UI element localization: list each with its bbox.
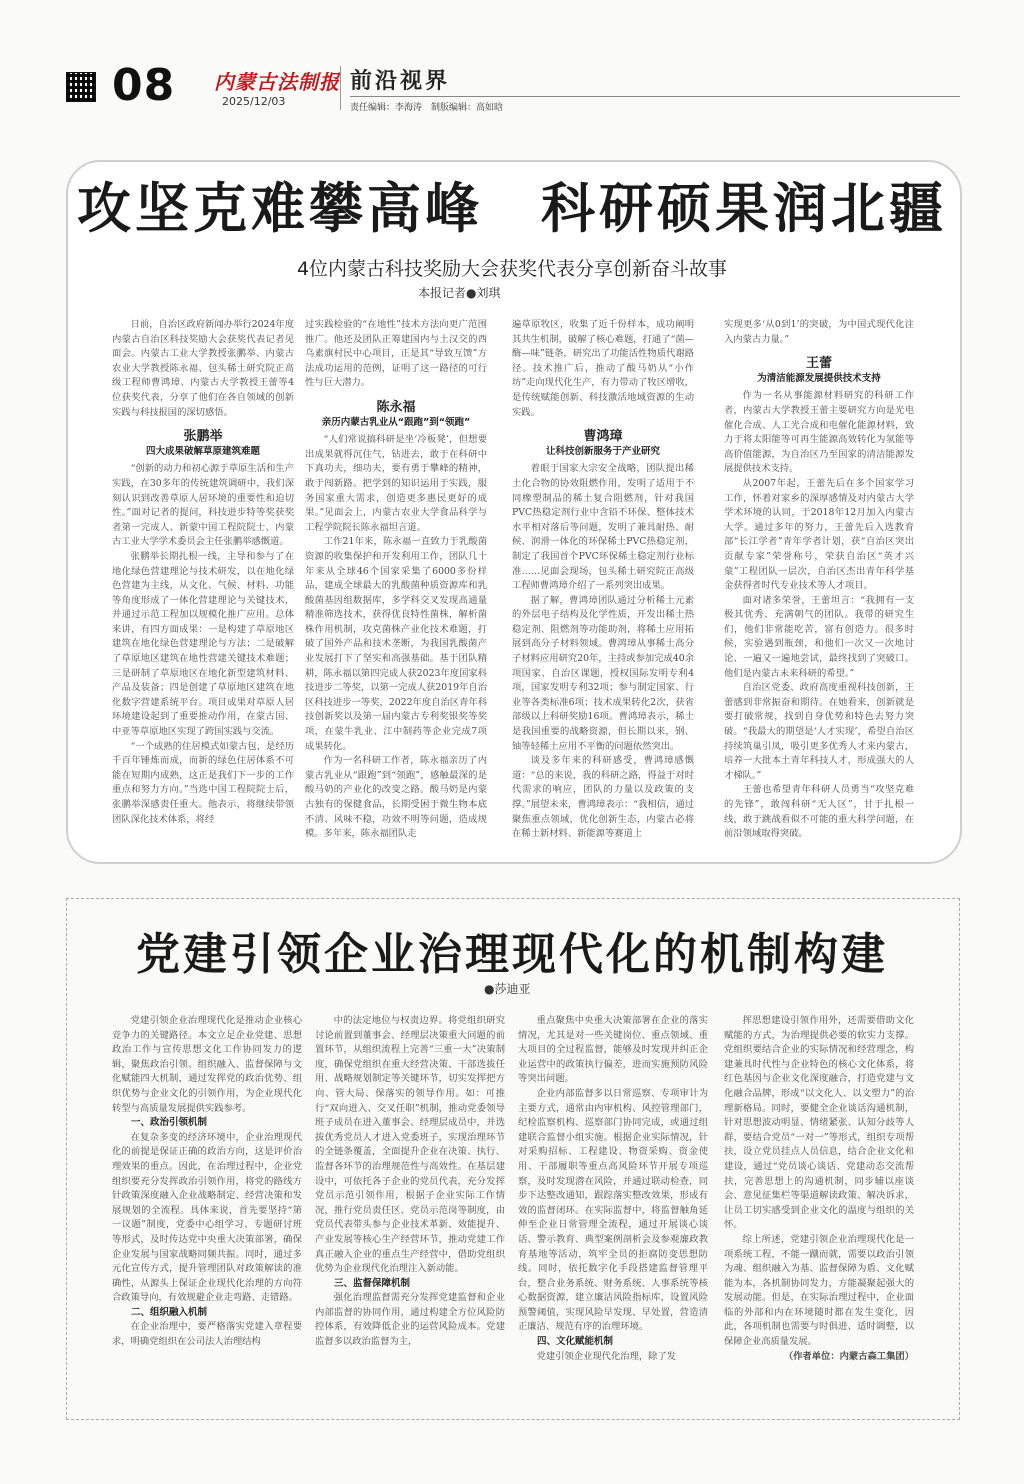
article-column-4 xyxy=(724,318,914,854)
profile-tagline: 亲历内蒙古乳业从“跟跑”到“领跑” xyxy=(321,416,471,428)
profile-tagline: 四大成果破解草原建筑难题 xyxy=(145,445,260,457)
profile-name: 张鹏举 xyxy=(183,429,223,445)
body-paragraph: 企业内部监督多以日常巡察、专项审计为主要方式，通常由内审机构、风控管理部门，纪检监察机构、巡察部门协同完成，或通过组建联合监督小组实施。根据企业实际情况，针对采购招标、工程建设、物资采购、资金使用、干部履职等重点高风险环节开展专项巡察，及时发现潜在风险，并通过联动检查，同步下达整改通知，跟踪落实整改效果，形成有效的监督闭环。在实际监督中，将监督触角延伸至企业日常管理全流程，通过开展谈心谈话、警示教育、典型案例剖析会及参观廉政教育基地等活动，筑牢全员的拒腐防变思想防线。同时，依托数字化手段搭建监督管理平台，整合业务系统、财务系统、人事系统等核心数据资源，建立廉洁风险指标库，设置风险预警阈值，实现风险早发现、早处置，营造清正廉洁、规范有序的治理环境。 xyxy=(518,1087,708,1333)
body-paragraph: “一个成熟的住居模式如蒙古包，是经历千百年锤炼而成，而新的绿色住居体系不可能在短期内成熟，这正是我们下一步的工作重点和努力方向。”当选中国工程院院士后，张鹏举深感责任重大。他表示，将继续带领团队深化技术体系，将经 xyxy=(112,740,294,825)
article-headline[interactable]: 攻坚克难攀高峰 科研硕果润北疆 xyxy=(77,176,947,240)
article-subheadline: 4位内蒙古科技奖励大会获奖代表分享创新奋斗故事 xyxy=(296,258,728,280)
section-heading: 三、监督保障机制 xyxy=(334,1277,411,1289)
body-paragraph: 强化治理监督需充分发挥党建监督和企业内部监督的协同作用，通过构建全方位风险防控体系，有效降低企业的运营风险成本。党建监督多以政治监督为主， xyxy=(315,1292,505,1348)
issue-date: 2025/12/03 xyxy=(222,95,286,108)
masthead-divider xyxy=(340,66,341,110)
profile-name: 曹鸿璋 xyxy=(583,429,623,445)
section-heading: 一、政治引领机制 xyxy=(131,1117,208,1129)
article-headline[interactable]: 党建引领企业治理现代化的机制构建 xyxy=(136,929,888,980)
body-paragraph: 王蕾也希望青年科研人员勇当“攻坚克难的先锋”，敢闯科研“无人区”，甘于扎根一线，敢于跳战看似不可能的重大科学问题，在前沿领域取得突破。 xyxy=(724,784,914,840)
body-paragraph: 张鹏举长期扎根一线，主导和参与了在地化绿色营建理论与技术研发，以在地化绿色营建为主线，从文化、气候、材料、功能等角度形成了一体化营建理论与关键技术，并通过示范工程加以规模化推广应用。总体来讲，有四方面成果：一是构建了草原地区建筑在地化绿色营建理论与方法；二是破解了草原地区建筑在地性营建关键技术难题；三是研制了草原地区在地化新型建筑材料、产品及装备；四是创建了草原地区建筑在地化数字营建系统平台。项目成果对草原人居环境建设起到了重要推动作用，在蒙古国、中亚等草原地区实现了跨国实践与交流。 xyxy=(112,550,294,738)
profile-name: 陈永福 xyxy=(376,399,416,415)
body-paragraph: 在企业治理中，要严格落实党建入章程要求，明确党组织在公司法人治理结构 xyxy=(112,1321,302,1348)
body-paragraph: 着眼于国家大宗安全战略，团队提出稀土化合物的协效阻燃作用，发明了适用于不同橡塑制品的稀土复合阻燃剂，针对我国PVC热稳定剂行业中含铅不环保、整体技术水平相对落后等问题，发明了兼具耐热、耐候、润滑一体化的环保稀土PVC热稳定剂，制定了我国首个PVC环保稀土稳定剂行业标准……见面会现场，包头稀土研究院正高级工程师曹鸿璋介绍了一系列突出成果。 xyxy=(512,463,694,592)
masthead-rule xyxy=(350,96,960,97)
body-paragraph: 重点聚焦中央重大决策部署在企业的落实情况，尤其是对一些关键岗位、重点领域、重大项目的全过程监督，能够及时发现并纠正企业运营中的政策执行偏差，进而实施预防风险等突出问题。 xyxy=(518,1015,708,1085)
section-heading: 二、组织融入机制 xyxy=(131,1306,208,1318)
intro-paragraph: 日前，自治区政府新闻办举行2024年度内蒙古自治区科技奖励大会获奖代表记者见面会。内蒙古工业大学教授张鹏举、内蒙古农业大学教授陈永福、包头稀土研究院正高级工程师曹鸿璋、内蒙古大学教授王蕾等4位获奖代表，分享了他们在各自领域的创新实践与科技报国的深切感悟。 xyxy=(112,319,294,418)
body-paragraph: 中的法定地位与权责边界。将党组织研究讨论前置到董事会、经理层决策重大问题的前置环节，从组织流程上完善“三重一大”决策制度，确保党组织在重大经营决策、干部选拔任用、战略规划制定等关键环节，切实发挥把方向、管大局、保落实的领导作用。如：可推行“双向进入、交叉任职”机制，推动党委领导班子成员在进入董事会、经理层成员中，并选拔优秀党员人才进入党委班子，实现治理环节的全链条覆盖，全面提升企业在决策、执行、监督各环节的治理规范性与高效性。在基层建设中，可依托各子企业的党员代表，充分发挥党员示范引领作用，根据子企业实际工作情况，推行党员责任区、党员示范岗等制度，由党员代表带头参与企业技术革新、效能提升、产业发展等核心生产经营环节，推动党建工作真正融入企业的重点生产经营中，借助党组织优势为企业现代化治理注入新动能。 xyxy=(315,1015,505,1275)
body-paragraph: 工作21年来，陈永福一直致力于乳酸菌资源的收集保护和开发利用工作，团队几十年来从全球46个国家采集了6000多份样品，建成全球最大的乳酸菌种质资源库和乳酸菌基因组数据库，多学科交叉发现高通量精准筛选技术，获得优良特性菌株，解析菌株作用机制，攻克菌株产业化技术难题，打破了国外产品和技术垄断，为我国乳酸菌产业发展打下了坚实和高强基础。基于团队精耕，陈永福以第四完成人获2023年度国家科技进步二等奖，以第一完成人获2019年自治区科技进步一等奖，2022年度自治区青年科技创新奖以及第一届内蒙古专利奖银奖等奖项，在蒙牛乳业、江中制药等企业完成7项成果转化。 xyxy=(305,536,487,752)
body-paragraph: 谈及多年来的科研感受，曹鸿璋感慨道：“总的来说，我的科研之路，得益于对时代需求的响应，团队的力量以及政策的支撑。”展望未来，曹鸿璋表示：“我相信，通过聚焦重点领域，优化创新生态，内蒙古必将在稀土新材料、新能源等赛道上 xyxy=(512,755,694,840)
author-affiliation: （作者单位：内蒙古森工集团） xyxy=(783,1350,914,1362)
article2-column-2 xyxy=(315,1014,505,1406)
body-paragraph: 实现更多‘从0到1’的突破，为中国式现代化注入内蒙古力量。” xyxy=(724,319,914,345)
article-byline: ●莎迪亚 xyxy=(484,982,531,996)
body-paragraph: 自治区党委、政府高度重视科技创新，王蕾感到非常振奋和期待。在她看来，创新就是要打破常规，找到自身优势和特色去努力突破。“我最大的期望是‘人才实现’，希望自治区持续筑巢引凤，吸引更多优秀人才来内蒙古，培养一大批本土青年科技人才，形成强大的人才梯队。” xyxy=(724,682,914,781)
body-paragraph: 挥思想建设引领作用外，还需要借助文化赋能的方式，为治理提供必要的软实力支撑。党组织要结合企业的实际情况和经营理念，构建兼具时代性与企业特色的核心文化体系，将红色基因与企业文化深度融合，打造党建与文化融合品牌，形成“以文化人、以文塑力”的治理新格局。同时，要健全企业谈话沟通机制，针对思想波动明显、情绪紧张、认知分歧等人群，要结合党员“一对一”等形式，组织专项帮扶，设立党员挂点人员信息，结合企业文化和建设，通过“党员谈心谈话、党建动态交流帮扶，完善思想上的沟通机制，同步辅以座谈会、意见征集栏等渠道解读政策、解决诉求，让员工切实感受到企业文化的温度与组织的关怀。 xyxy=(724,1015,914,1231)
body-paragraph: 在复杂多变的经济环境中，企业治理现代化的前提是保证正确的政治方向，这是评价治理效果的重点。因此，在治理过程中，企业党组织要充分发挥政治引领作用，将党的路线方针政策深度融入企业战略制定、经营决策和发展规划的全流程。具体来说，首先要坚持“第一议题”制度，党委中心组学习、专题研讨班等形式，及时传达党中央重大决策部署，确保企业发展与国家战略同频共振。同时，通过多元化宣传方式，提升管理团队对政策解读的准确性，从源头上保证企业现代化治理的方向符合政策导向，有效规避企业走弯路、走错路。 xyxy=(112,1131,302,1304)
body-paragraph: “人们常说搞科研是坐‘冷板凳’，但想要出成果就得沉住气，钻进去，敢于在科研中下真功夫，细功夫，要有勇于攀峰的精神，敢于闯新路。把学到的知识运用于实践，服务国家重大需求，创造更多惠民更好的成果。”见面会上，内蒙古农业大学食品科学与工程学院院长陈永福坦言道。 xyxy=(305,434,487,533)
body-paragraph: 据了解，曹鸿璋团队通过分析稀土元素的外层电子结构及化学性质，开发出稀土热稳定剂、阻燃剂等功能助剂，将稀土应用拓展到高分子材料领域。曹鸿璋从事稀土高分子材料应用研究20年，主持或参加完成40余项国家、自治区课题，授权国际发明专利4项，国家发明专利32项；参与制定国家、行业等各类标准6项；技术成果转化2次，获省部级以上科研奖励16项。曹鸿璋表示，稀土是我国重要的战略资源，但长期以来，钢、铀等轻稀土应用不平衡的问题依然突出。 xyxy=(512,594,694,752)
article-column-1 xyxy=(112,318,294,854)
qr-code[interactable] xyxy=(66,72,96,102)
section-title: 前沿视界 xyxy=(350,68,451,94)
article-byline: 本报记者●刘琪 xyxy=(418,286,501,300)
body-paragraph: 过实践检验的“在地性”技术方法向更广范围推广。他还及团队正筹建国内与土汉交的西乌素旗村民中心项目，正是其“导致互馈”方法成功运用的范例，证明了这一路径的可行性与巨大潜力。 xyxy=(305,319,487,389)
article2-column-3 xyxy=(518,1014,708,1406)
body-paragraph: 面对诸多荣誉，王蕾坦言：“我拥有一支极其优秀、充满朝气的团队。我带的研究生们，他们非常能吃苦，富有创造力。很多时候，实验遇到瓶颈，和他们一次又一次地讨论、一遍又一遍地尝试，最终找到了突破口。他们是内蒙古未来科研的希望。” xyxy=(724,594,914,679)
body-paragraph: 遍草原牧区，收集了近千份样本，成功阐明其共生机制，破解了核心难题，打通了“菌—酶—味”链条，研究出了功能活性物质代谢路径。技术推广后，推动了酸马奶从“小作坊”走向现代化生产，有力带动了牧区增收，是传统赋能创新、科技激活地域资源的生动实践。 xyxy=(512,319,694,418)
body-paragraph: 作为一名从事能源材料研究的科研工作者，内蒙古大学教授王蕾主要研究方向是光电催化合成、人工光合成和电催化能源材料，致力于将太阳能等可再生能源高效转化为氢能等高价值能源，为自治区乃至国家的清洁能源发展提供技术支持。 xyxy=(724,390,914,475)
newspaper-logo: 内蒙古法制报 xyxy=(214,70,340,94)
article2-column-1 xyxy=(112,1014,302,1406)
body-paragraph: 作为一名科研工作者，陈永福亲历了内蒙古乳业从“跟跑”到“领跑”，感触最深的是酸马奶的产业化的改变之路。酸马奶是内蒙古独有的保健食品，长期受困于微生物本底不清、风味不稳，功效不明等问题，造成规模。多年来，陈永福团队走 xyxy=(305,755,487,840)
body-paragraph: 党建引领企业治理现代化是推动企业核心竞争力的关键路径。本文立足企业党建、思想政治工作与宣传思想文化工作协同发力的逻辑，聚焦政治引领、组织融入、监督保障与文化赋能四大机制，通过发挥党的政治优势、组织优势与企业文化的引领作用，为企业现代化转型与高质量发展提供实践参考。 xyxy=(112,1015,302,1114)
profile-tagline: 让科技创新服务于产业研究 xyxy=(545,445,660,457)
editor-credits: 责任编辑：李海涛 制版编辑：高如晗 xyxy=(350,103,504,113)
article-column-3 xyxy=(512,318,694,854)
body-paragraph: 综上所述，党建引领企业治理现代化是一项系统工程，不能一蹴而就，需要以政治引领为魂、组织融入为基、监督保障为盾、文化赋能为本，各机制协同发力，方能凝聚起强大的发展动能。但是，在实际治理过程中，企业面临的外部和内在环境随时都在发生变化，因此，各项机制也需要与时俱进、适时调整，以保障企业高质量发展。 xyxy=(724,1233,914,1348)
profile-name: 王蕾 xyxy=(805,356,832,372)
section-heading: 四、文化赋能机制 xyxy=(537,1336,614,1348)
article-column-2 xyxy=(305,318,487,854)
page-number: 08 xyxy=(112,60,176,111)
profile-tagline: 为清洁能源发展提供技术支持 xyxy=(757,372,881,384)
body-paragraph: 党建引领企业现代化治理，除了发 xyxy=(536,1350,677,1362)
article2-column-4 xyxy=(724,1014,914,1406)
body-paragraph: 从2007年起，王蕾先后在多个国家学习工作，怀着对家乡的深厚感情及对内蒙古大学学术环境的认同，于2018年12月加入内蒙古大学。通过多年的努力，王蕾先后入选教育部“长江学者”青年学者计划，获“自治区突出贡献专家”荣誉称号，荣获自治区“英才兴蒙”工程团队一层次，自治区杰出青年科学基金获得者时代专业技术等人才项目。 xyxy=(724,477,914,592)
body-paragraph: “创新的动力和初心源于草原生活和生产实践，在30多年的传统建筑调研中，我们深刻认识到改善草原人居环境的重要性和迫切性。”面对记者的提问，科技进步特等奖获奖者第一完成人、新蒙中国工程院院士、内蒙古工业大学学术委员会主任张鹏举感慨道。 xyxy=(112,463,294,548)
